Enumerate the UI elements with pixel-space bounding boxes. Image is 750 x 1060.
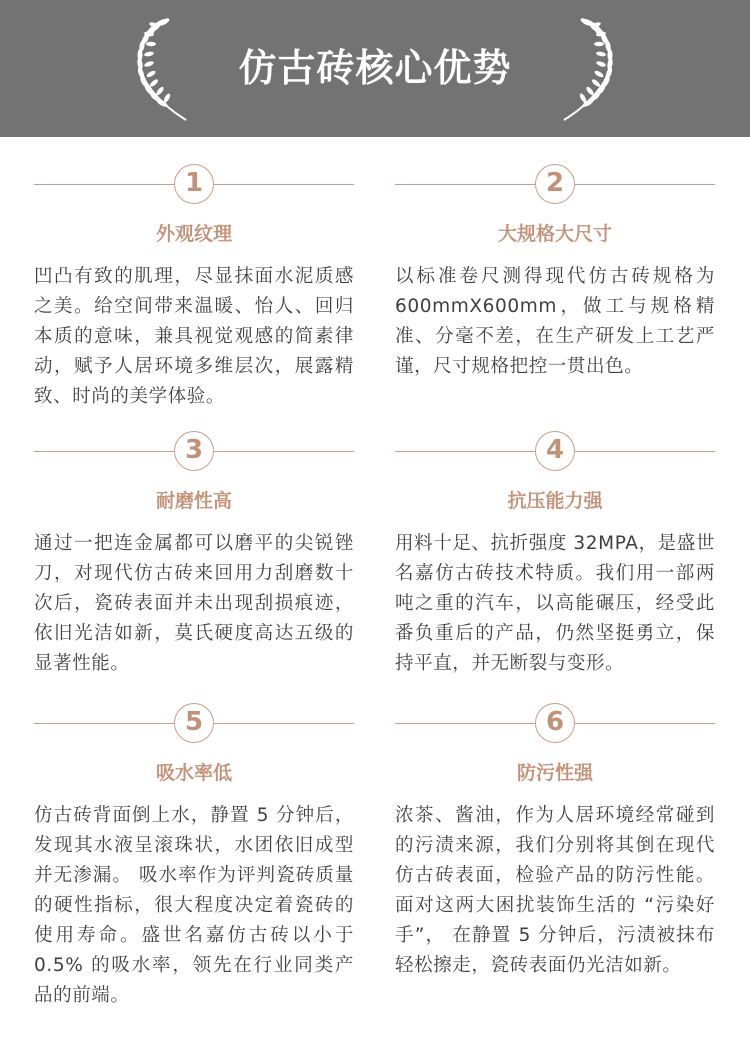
- number-badge: 1: [174, 164, 214, 204]
- feature-card-3: [34, 431, 354, 679]
- divider-line: [575, 451, 715, 452]
- section-divider: [395, 164, 715, 204]
- feature-card-6: [395, 703, 715, 981]
- number-badge: 2: [535, 164, 575, 204]
- feature-description: 仿古砖背面倒上水，静置 5 分钟后，发现其水液呈滚珠状，水团依旧成型并无渗漏。 吸水率作为评判瓷砖质量的硬性指标，很大程度决定着瓷砖的使用寿命。盛世名嘉仿古砖以小于 0.5% 的吸水率，领先在行业同类产品的前端。: [34, 805, 354, 1006]
- divider-line: [395, 723, 535, 724]
- divider-line: [214, 184, 354, 185]
- feature-title: 外观纹理: [155, 223, 232, 245]
- divider-line: [214, 723, 354, 724]
- feature-title: 大规格大尺寸: [497, 223, 612, 245]
- divider-line: [214, 451, 354, 452]
- divider-line: [575, 184, 715, 185]
- divider-line: [575, 723, 715, 724]
- divider-line: [395, 184, 535, 185]
- feature-title: 吸水率低: [155, 762, 232, 784]
- section-divider: [34, 431, 354, 471]
- number-badge: 4: [535, 431, 575, 471]
- header-banner: [0, 0, 750, 137]
- feature-card-5: [34, 703, 354, 1011]
- feature-title: 抗压能力强: [507, 490, 603, 512]
- divider-line: [34, 723, 174, 724]
- section-divider: [395, 703, 715, 743]
- divider-line: [34, 451, 174, 452]
- divider-line: [34, 184, 174, 185]
- feature-title: 防污性强: [516, 762, 593, 784]
- page-title: 仿古砖核心优势: [238, 46, 512, 90]
- section-divider: [34, 164, 354, 204]
- number-badge: 5: [174, 703, 214, 743]
- feature-title: 耐磨性高: [155, 490, 232, 512]
- feature-description: 通过一把连金属都可以磨平的尖锐锉刀，对现代仿古砖来回用力刮磨数十次后，瓷砖表面并未出现刮损痕迹，依旧光洁如新，莫氏硬度高达五级的显著性能。: [34, 533, 354, 674]
- number-badge: 6: [535, 703, 575, 743]
- feature-description: 以标准卷尺测得现代仿古砖规格为600mmX600mm，做工与规格精准、分毫不差，在生产研发上工艺严谨，尺寸规格把控一贯出色。: [395, 266, 715, 377]
- feature-description: 用料十足、抗折强度 32MPA，是盛世名嘉仿古砖技术特质。我们用一部两吨之重的汽车，以高能碾压，经受此番负重后的产品，仍然坚挺勇立，保持平直，并无断裂与变形。: [395, 533, 715, 674]
- section-divider: [395, 431, 715, 471]
- feature-card-4: [395, 431, 715, 679]
- feature-card-2: [395, 164, 715, 382]
- feature-description: 凹凸有致的肌理，尽显抹面水泥质感之美。给空间带来温暖、怡人、回归本质的意味，兼具视觉观感的简素律动，赋予人居环境多维层次，展露精致、时尚的美学体验。: [34, 266, 354, 407]
- laurel-right-icon: [556, 16, 626, 122]
- feature-description: 浓茶、酱油，作为人居环境经常碰到的污渍来源，我们分别将其倒在现代仿古砖表面，检验产品的防污性能。面对这两大困扰装饰生活的 “污染好手”， 在静置 5 分钟后，污渍被抹布轻松擦走，瓷砖表面仍光洁如新。: [395, 805, 715, 976]
- section-divider: [34, 703, 354, 743]
- divider-line: [395, 451, 535, 452]
- feature-card-1: [34, 164, 354, 412]
- number-badge: 3: [174, 431, 214, 471]
